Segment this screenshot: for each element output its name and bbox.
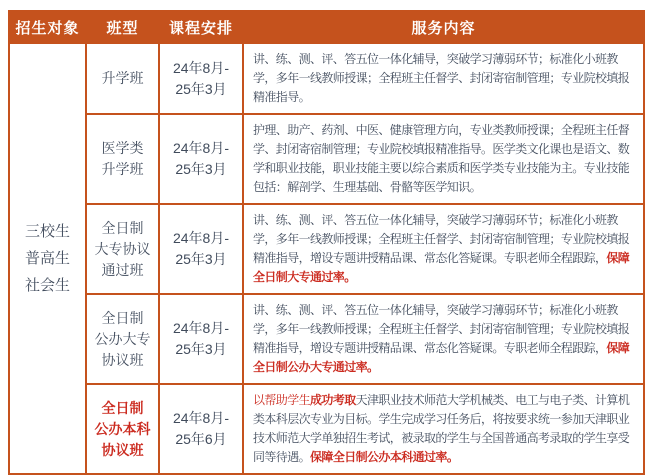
service-cell — [243, 384, 644, 474]
class-type-cell — [86, 384, 159, 474]
schedule-line: 24年8月- — [172, 230, 230, 246]
class-type-line: 全日制 — [101, 219, 144, 236]
class-type-cell — [86, 114, 159, 204]
class-type-line: 协议班 — [101, 441, 144, 458]
class-type-line: 升学班 — [101, 161, 144, 177]
audience-line: 普高生 — [24, 250, 70, 267]
audience-cell — [9, 43, 86, 474]
class-type-line: 协议班 — [101, 351, 144, 368]
audience-line: 三校生 — [24, 223, 70, 240]
class-type-line: 全日制 — [101, 399, 144, 416]
schedule-line: 24年8月- — [172, 320, 230, 336]
class-type-line: 升学班 — [101, 70, 144, 86]
service-cell — [243, 204, 644, 294]
schedule-line: 25年6月 — [175, 431, 227, 447]
service-text-segment: 以帮助学生 — [253, 393, 311, 407]
table-row — [9, 204, 644, 294]
schedule-line: 24年8月- — [172, 59, 230, 76]
schedule-cell — [159, 43, 243, 114]
schedule-line: 25年3月 — [175, 161, 227, 177]
schedule-line: 24年8月- — [172, 410, 230, 426]
class-type-line: 公办本科 — [94, 420, 151, 437]
schedule-cell — [159, 384, 243, 474]
column-header-service: 服务内容 — [243, 11, 644, 43]
class-type-line: 医学类 — [101, 140, 144, 156]
service-text-segment: 保障全日制公办本科通过率。 — [310, 450, 459, 464]
table-row — [9, 43, 644, 114]
column-header-class-type: 班型 — [86, 11, 159, 43]
column-header-audience: 招生对象 — [9, 11, 86, 43]
service-cell — [243, 114, 644, 204]
schedule-line: 25年3月 — [175, 341, 227, 357]
audience-line: 社会生 — [24, 277, 70, 294]
class-type-line: 大专协议 — [94, 240, 151, 257]
class-type-cell — [86, 43, 159, 114]
class-type-line: 全日制 — [101, 309, 144, 326]
table-row — [9, 384, 644, 474]
column-header-schedule: 课程安排 — [159, 11, 243, 43]
table-header-row — [9, 11, 644, 43]
table-row — [9, 294, 644, 384]
class-type-cell — [86, 204, 159, 294]
service-text-segment: 天津职业技术师范大学机械类、电工与电子类、计算机类本科层次专业为目标。学生完成学习任务后，将按要求统一参加天津职业技术师范大学单独招生考试，被录取的学生与全国普通高考录取的学生享受同等待遇。 — [253, 393, 630, 464]
service-text-segment: 讲、练、测、评、答五位一体化辅导，突破学习薄弱环节；标准化小班教学，多年一线教师授课；全程班主任督学、封闭寄宿制管理；专业院校填报精准指导。 — [253, 52, 630, 104]
service-text-segment: 成功考取 — [310, 393, 356, 407]
schedule-line: 24年8月- — [172, 140, 230, 156]
service-text-segment: 保障全日制公办大专通过率。 — [253, 341, 630, 374]
enrollment-program-table-container — [8, 10, 645, 475]
service-cell — [243, 294, 644, 384]
service-text-segment: 讲、练、测、评、答五位一体化辅导，突破学习薄弱环节；标准化小班教学，多年一线教师授课；全程班主任督学、封闭寄宿制管理；专业院校填报精准指导，增设专题讲授精品课、常态化答疑课。专职老师全程跟踪， — [253, 303, 630, 355]
schedule-line: 25年3月 — [175, 80, 227, 97]
table-body — [9, 43, 644, 474]
service-text-segment: 讲、练、测、评、答五位一体化辅导，突破学习薄弱环节；标准化小班教学，多年一线教师授课；全程班主任督学、封闭寄宿制管理；专业院校填报精准指导，增设专题讲授精品课、常态化答疑课。专职老师全程跟踪， — [253, 213, 630, 265]
service-cell — [243, 43, 644, 114]
class-type-line: 通过班 — [101, 261, 144, 278]
table-row — [9, 114, 644, 204]
class-type-cell — [86, 294, 159, 384]
class-type-line: 公办大专 — [94, 330, 151, 347]
schedule-cell — [159, 114, 243, 204]
schedule-cell — [159, 294, 243, 384]
service-text-segment: 保障全日制大专通过率。 — [253, 251, 630, 284]
enrollment-program-table — [8, 10, 645, 475]
schedule-cell — [159, 204, 243, 294]
service-text-segment: 护理、助产、药剂、中医、健康管理方向，专业类教师授课；全程班主任督学、封闭寄宿制管理；专业院校填报精准指导。医学类文化课也是语文、数学和职业技能，职业技能主要以综合素质和医学类专业技能为主。专业技能包括：解剖学、生理基础、骨骼等医学知识。 — [253, 123, 630, 194]
schedule-line: 25年3月 — [175, 251, 227, 267]
